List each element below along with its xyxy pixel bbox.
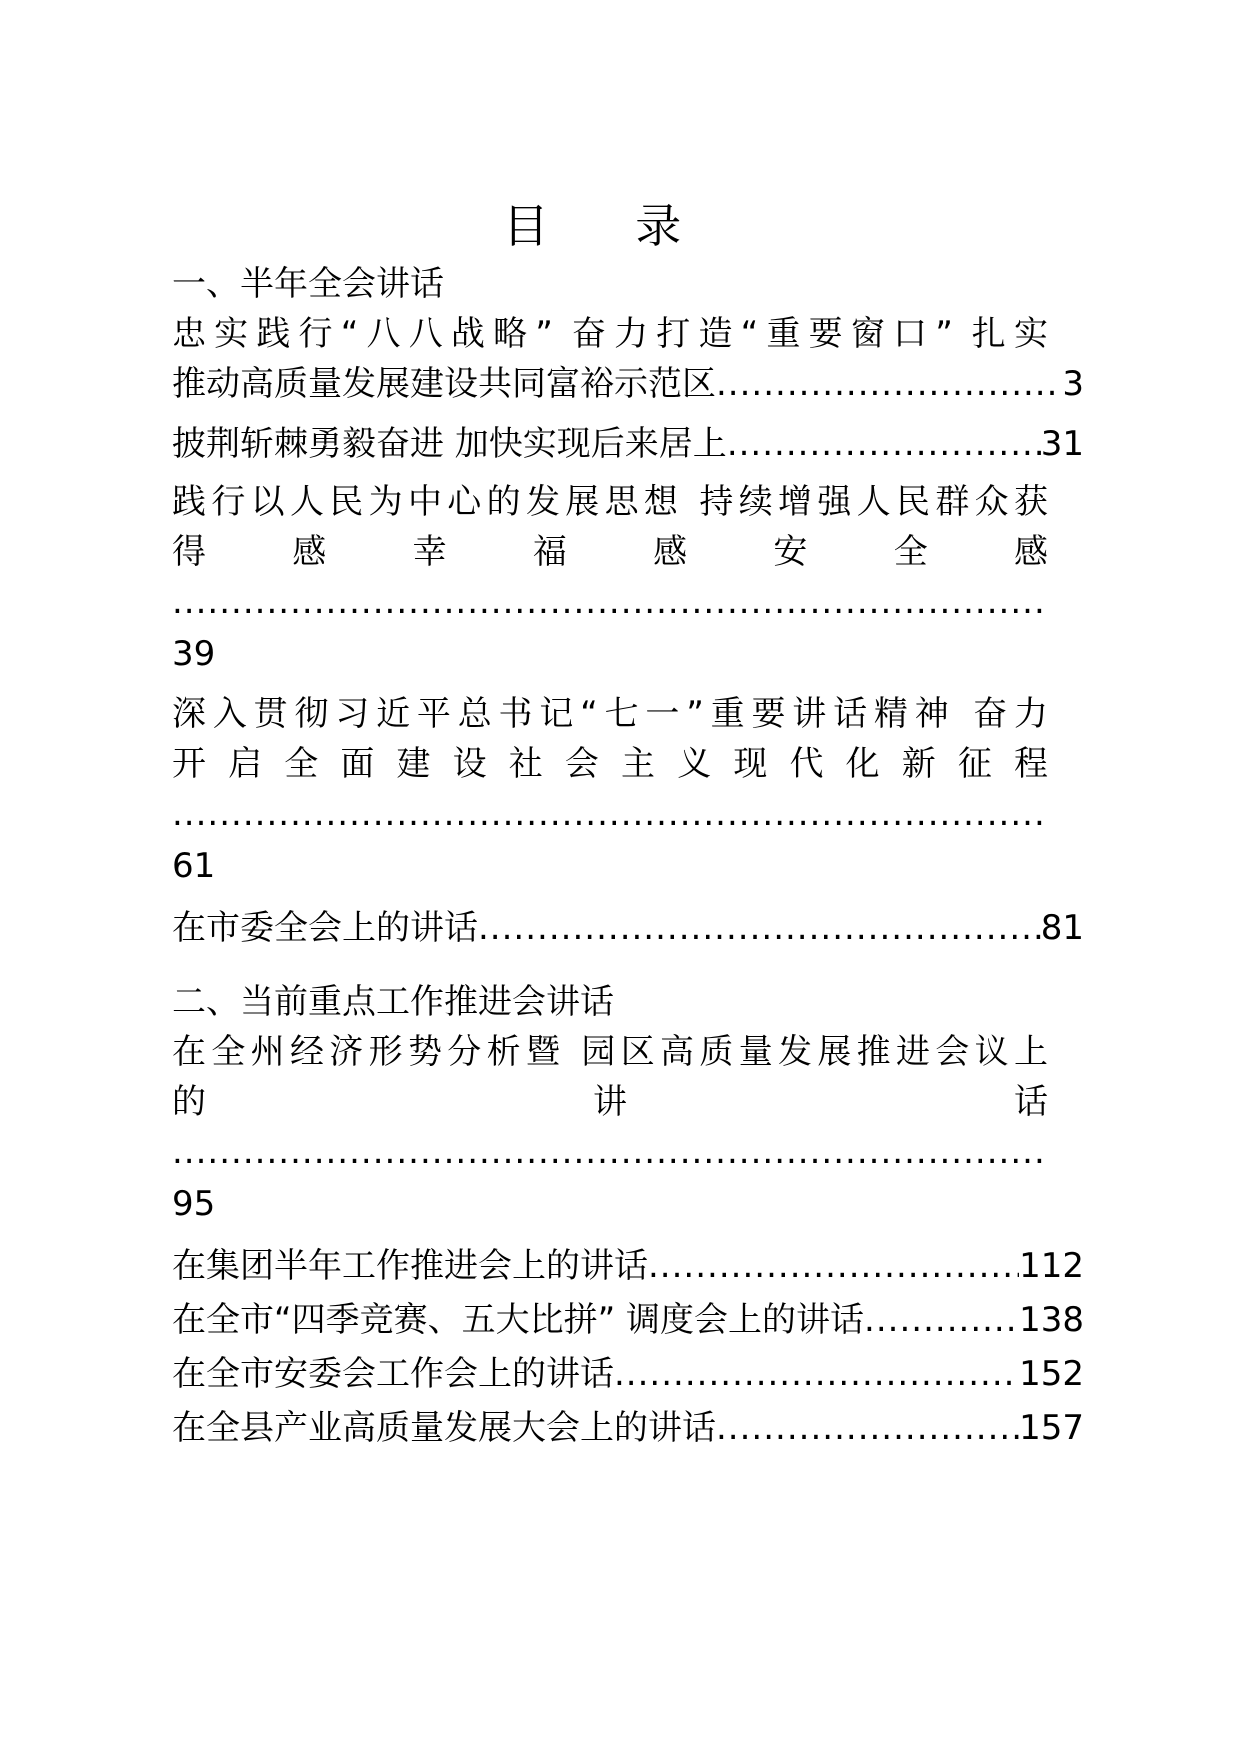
- toc-page-number: 112: [1019, 1246, 1084, 1286]
- toc-entry-title: 在市委全会上的讲话: [172, 908, 478, 948]
- toc-entry-title: 在全市“四季竞赛、五大比拼” 调度会上的讲话: [172, 1300, 865, 1340]
- dot-leader: [716, 362, 1062, 406]
- toc-entry[interactable]: [172, 362, 1084, 406]
- toc-entry-title-line: 得 感 幸 福 感 安 全 感: [172, 532, 1048, 572]
- toc-entry[interactable]: [172, 1352, 1084, 1396]
- toc-page-number: 81: [1040, 908, 1084, 948]
- toc-entry-title-line: 的 讲 话: [172, 1082, 1048, 1122]
- toc-page-number: 138: [1019, 1300, 1084, 1340]
- toc-entry-title-line: 深入贯彻习近平总书记“七一”重要讲话精神 奋力: [172, 694, 1048, 734]
- section-heading: 二、当前重点工作推进会讲话: [172, 982, 614, 1022]
- dot-leader: [478, 906, 1041, 950]
- toc-entry-title: 在全市安委会工作会上的讲话: [172, 1354, 614, 1394]
- dot-leader: [172, 792, 1042, 836]
- toc-entry[interactable]: [172, 906, 1084, 950]
- toc-page-number: 152: [1019, 1354, 1084, 1394]
- toc-entry-title: 披荆斩棘勇毅奋进 加快实现后来居上: [172, 424, 727, 464]
- dot-leader: [727, 422, 1041, 466]
- dot-leader: [716, 1406, 1019, 1450]
- dot-leader: [172, 580, 1042, 624]
- toc-page-number: 39: [172, 634, 216, 674]
- toc-entry[interactable]: [172, 1406, 1084, 1450]
- dot-leader: [864, 1298, 1019, 1342]
- toc-entry[interactable]: [172, 1298, 1084, 1342]
- toc-page-number: 31: [1040, 424, 1084, 464]
- dot-leader: [614, 1352, 1019, 1396]
- section-heading: 一、半年全会讲话: [172, 264, 444, 304]
- toc-entry-title-line: 践行以人民为中心的发展思想 持续增强人民群众获: [172, 482, 1048, 522]
- page-title: 目 录: [502, 199, 718, 253]
- toc-page-number: 157: [1019, 1408, 1084, 1448]
- dot-leader: [648, 1244, 1019, 1288]
- toc-page-number: 95: [172, 1184, 216, 1224]
- toc-entry[interactable]: [172, 1244, 1084, 1288]
- toc-entry-title-line: 在全州经济形势分析暨 园区高质量发展推进会议上: [172, 1032, 1048, 1072]
- toc-page-number: 3: [1062, 364, 1084, 404]
- toc-entry-title: 推动高质量发展建设共同富裕示范区: [172, 364, 716, 404]
- toc-page-number: 61: [172, 846, 216, 886]
- toc-entry-title-line: 开 启 全 面 建 设 社 会 主 义 现 代 化 新 征 程: [172, 744, 1048, 784]
- dot-leader: [172, 1130, 1042, 1174]
- toc-entry-title: 在全县产业高质量发展大会上的讲话: [172, 1408, 716, 1448]
- toc-entry-title: 在集团半年工作推进会上的讲话: [172, 1246, 648, 1286]
- toc-entry-title-line: 忠实践行“八八战略” 奋力打造“重要窗口” 扎实: [172, 314, 1048, 354]
- toc-entry[interactable]: [172, 422, 1084, 466]
